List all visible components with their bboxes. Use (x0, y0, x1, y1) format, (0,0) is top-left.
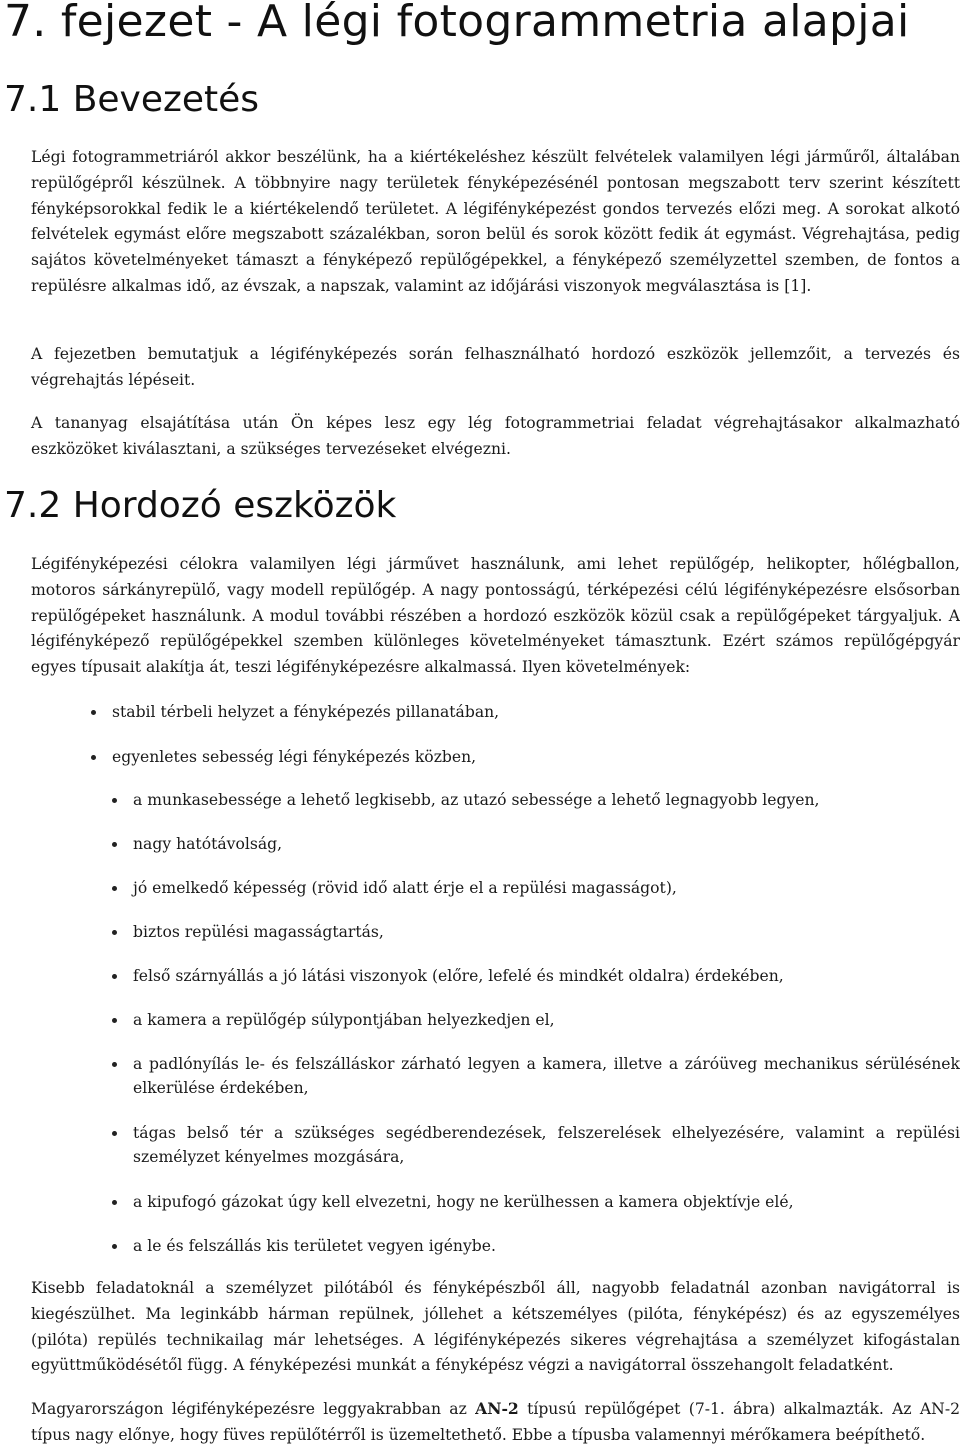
chapter-title: 7. fejezet - A légi fotogrammetria alapjai (4, 0, 910, 47)
list-item: jó emelkedő képesség (rövid idő alatt érje el a repülési magasságot), (133, 876, 960, 900)
list-item: a munkasebessége a lehető legkisebb, az utazó sebessége a lehető legnagyobb legyen, (133, 788, 960, 812)
an2-paragraph-text-before: Magyarországon légifényképezésre leggyakrabban az (31, 1400, 476, 1418)
list-item: egyenletes sebesség légi fényképezés közben, (112, 745, 952, 769)
intro-paragraph-3: A tananyag elsajátítása után Ön képes lesz egy lég fotogrammetriai feladat végrehajtásakor alkalmazható eszközöket kiválasztani, a szükséges tervezéseket elvégezni. (31, 414, 960, 458)
list-item: biztos repülési magasságtartás, (133, 920, 960, 944)
requirements-list-inner (133, 788, 960, 1258)
requirements-list-outer (112, 700, 952, 769)
list-item: felső szárnyállás a jó látási viszonyok (előre, lefelé és mindkét oldalra) érdekében, (133, 964, 960, 988)
intro-paragraph-2: A fejezetben bemutatjuk a légifényképezés során felhasználható hordozó eszközök jellemzőit, a tervezés és végrehajtás lépéseit. (31, 345, 960, 389)
section-title-carriers: 7.2 Hordozó eszközök (4, 485, 397, 526)
list-item: a le és felszállás kis területet vegyen igénybe. (133, 1234, 960, 1258)
list-item: tágas belső tér a szükséges segédberendezések, felszerelések elhelyezésére, valamint a repülési személyzet kényelmes mozgására, (133, 1121, 960, 1169)
an2-aircraft-name: AN-2 (475, 1399, 519, 1418)
list-item: a kamera a repülőgép súlypontjában helyezkedjen el, (133, 1008, 960, 1032)
an2-paragraph-text-after: típusú repülőgépet (7-1. ábra) alkalmazták. Az AN-2 típus nagy előnye, hogy füves repülőtérről is üzemeltethető. Ebbe a típusba valamennyi mérőkamera beépíthető. (31, 1400, 960, 1444)
crew-paragraph: Kisebb feladatoknál a személyzet pilótából és fényképészből áll, nagyobb feladatnál azonban navigátorral is kiegészülhet. Ma leginkább hárman repülnek, jóllehet a kétszemélyes (pilóta, fényképész) és az egyszemélyes (pilóta) repülés technikailag már lehetséges. A légifényképezés sikeres végrehajtása a személyzet kifogástalan együttműködésétől függ. A fényképezési munkát a fényképész végzi a navigátorral összehangolt feladatként. (31, 1279, 960, 1375)
section-title-introduction: 7.1 Bevezetés (4, 79, 260, 120)
intro-paragraph-1: Légi fotogrammetriáról akkor beszélünk, ha a kiértékeléshez készült felvételek valamilyen légi járműről, általában repülőgépről készülnek. A többnyire nagy területek fényképezésénél pontosan megszabott terv szerint készített fényképsorokkal fedik le a kiértékelendő területet. A légifényképezést gondos tervezés előzi meg. A sorokat alkotó felvételek egymást előre megszabott százalékban, soron belül és sorok között fedik át egymást. Végrehajtása, pedig sajátos követelményeket támaszt a fényképező repülőgépekkel, a fényképező személyzettel szemben, de fontos a repülésre alkalmas idő, az évszak, a napszak, valamint az időjárási viszonyok megválasztása is [1]. (31, 148, 960, 295)
an2-paragraph (31, 1396, 960, 1449)
list-item: stabil térbeli helyzet a fényképezés pillanatában, (112, 700, 952, 724)
list-item: nagy hatótávolság, (133, 832, 960, 856)
list-item: a padlónyílás le- és felszálláskor zárható legyen a kamera, illetve a záróüveg mechanikus sérülésének elkerülése érdekében, (133, 1052, 960, 1100)
list-item: a kipufogó gázokat úgy kell elvezetni, hogy ne kerülhessen a kamera objektívje elé, (133, 1190, 960, 1214)
carriers-intro-paragraph: Légifényképezési célokra valamilyen légi járművet használunk, ami lehet repülőgép, helikopter, hőlégballon, motoros sárkányrepülő, vagy modell repülőgép. A nagy pontosságú, térképezési célú légifényképezésre elsősorban repülőgépeket használunk. A modul további részében a hordozó eszközök közül csak a repülőgépeket tárgyaljuk. A légifényképező repülőgépekkel szemben különleges követelményeket támasztunk. Ezért számos repülőgépgyár egyes típusait alakítja át, teszi légifényképezésre alkalmassá. Ilyen követelmények: (31, 555, 960, 677)
